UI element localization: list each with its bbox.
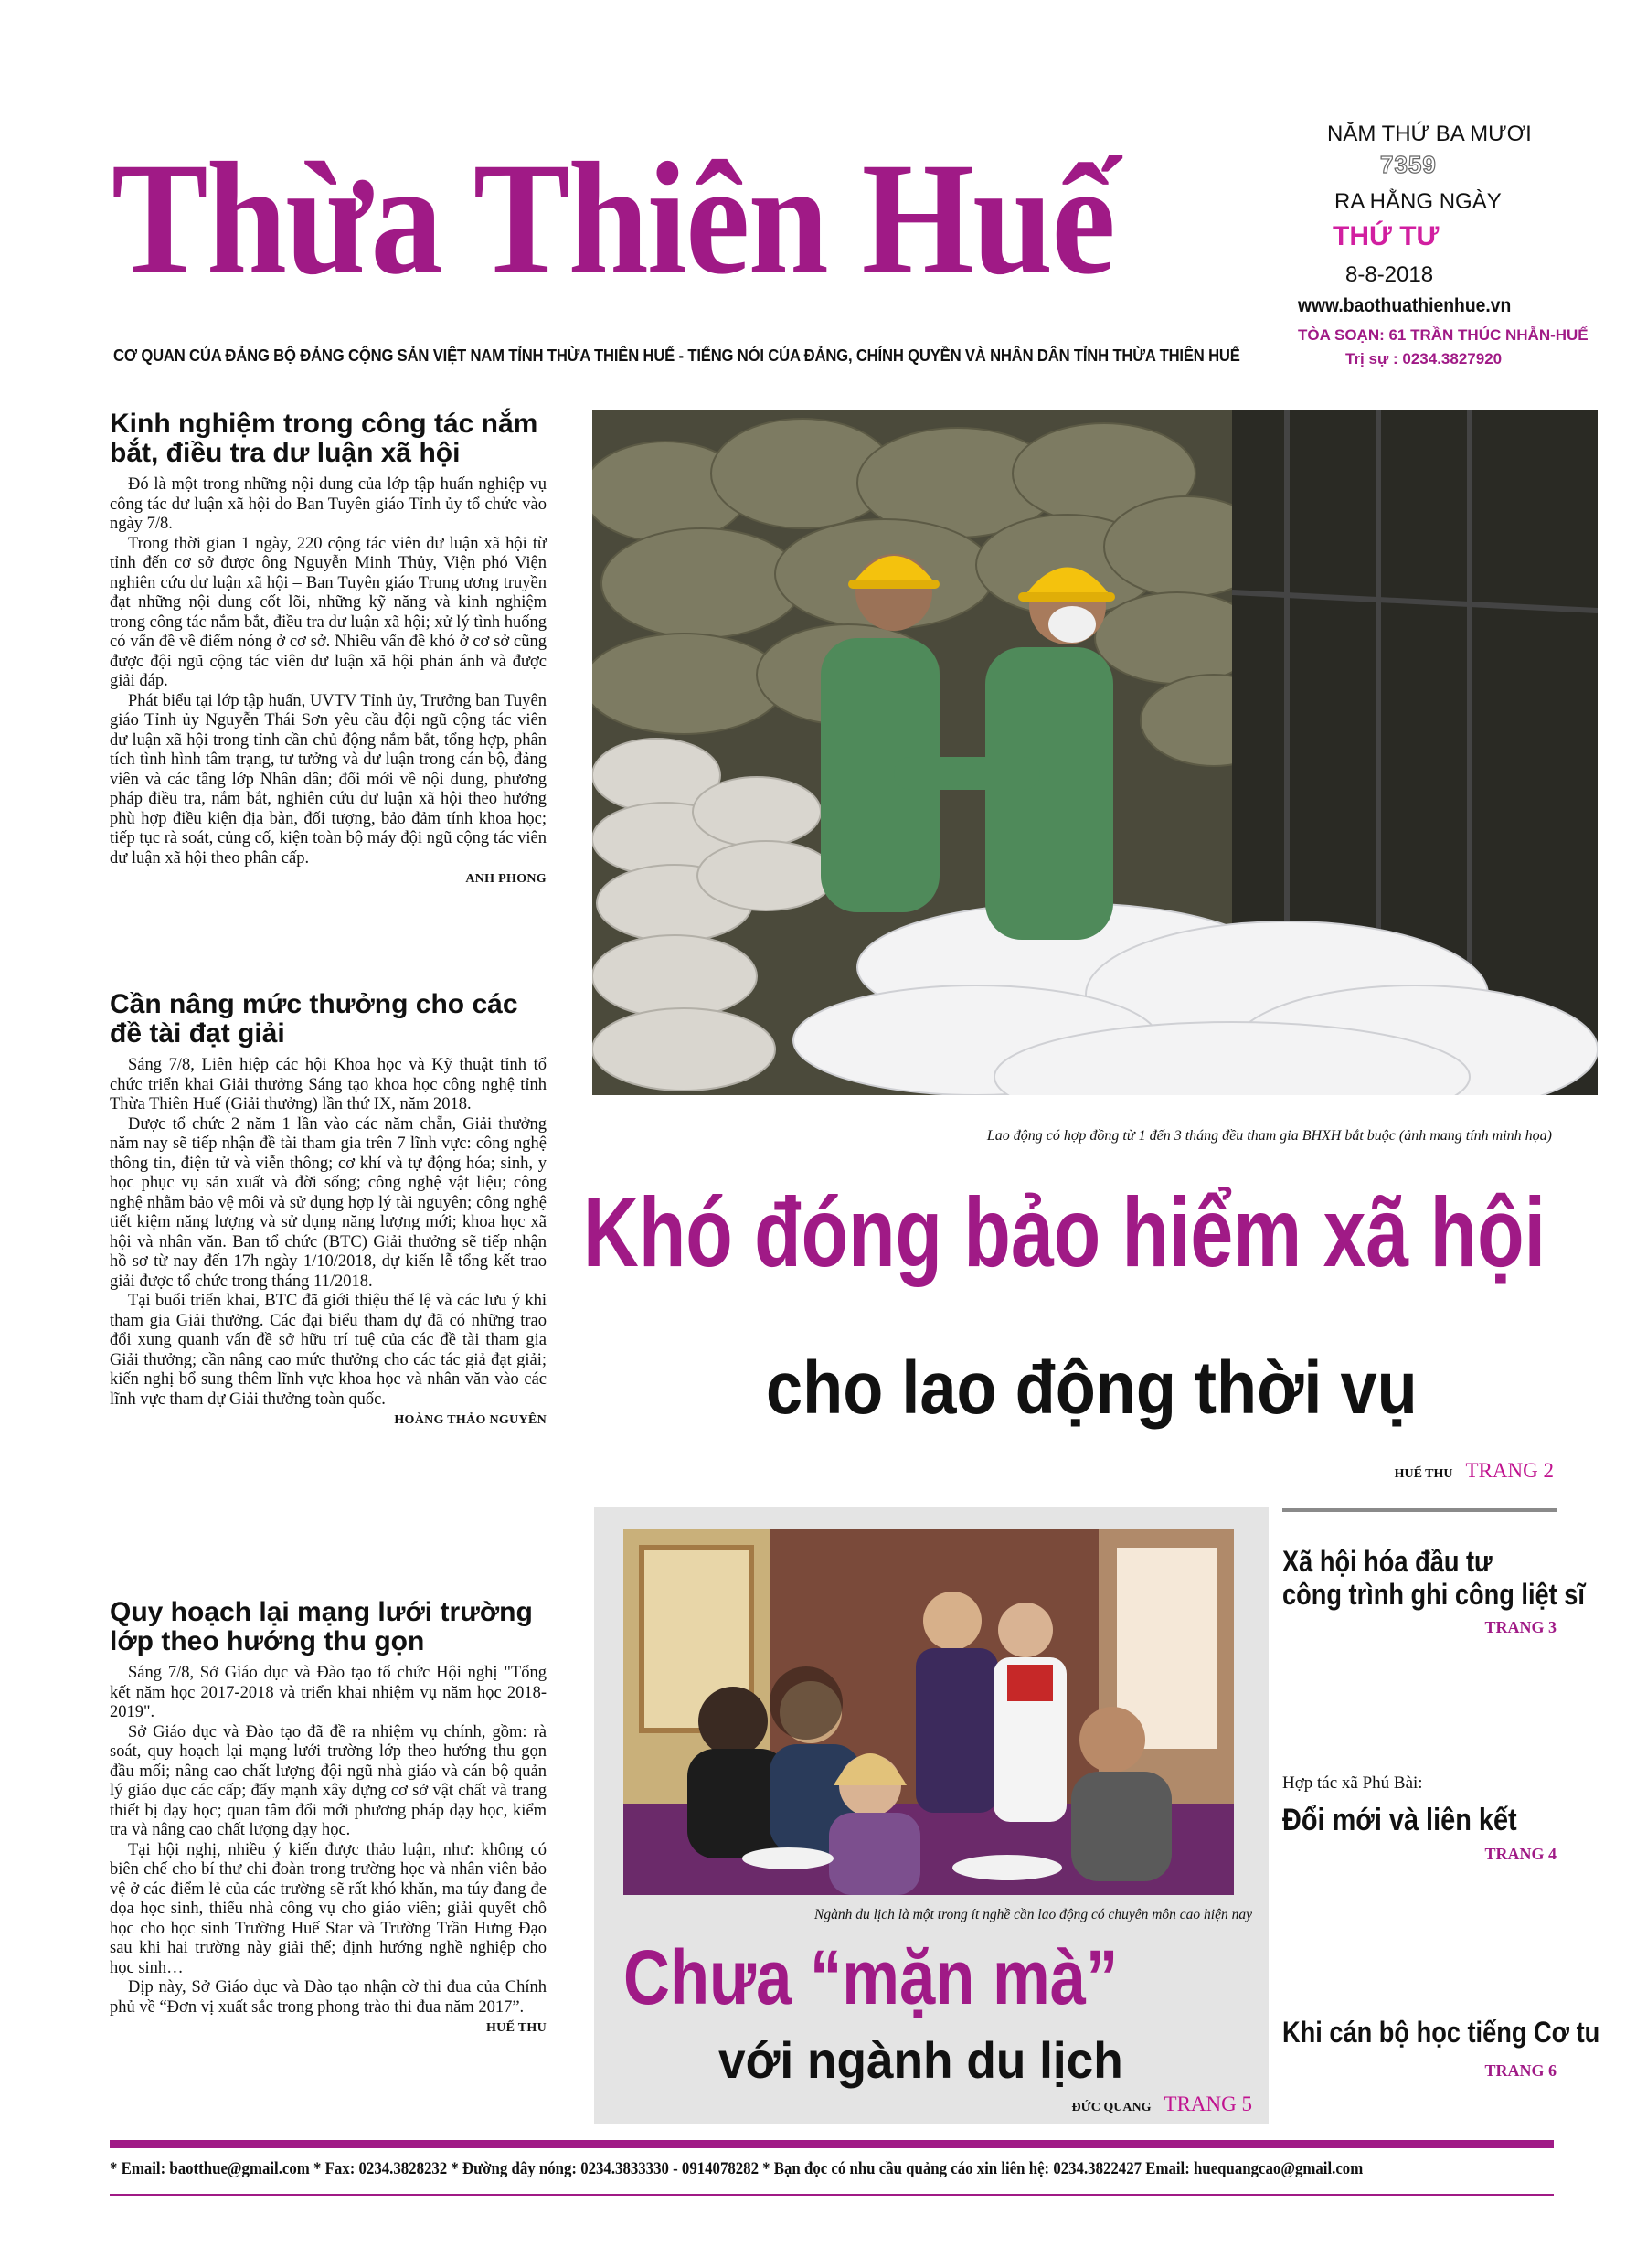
lead-byline-row (1188, 1459, 1554, 1483)
paragraph: Sáng 7/8, Liên hiệp các hội Khoa học và Kỹ thuật tỉnh tổ chức triển khai Giải thưởng Sáng tạo khoa học công nghệ tỉnh Thừa Thiên Huế (Giải thưởng) lần thứ IX, năm 2018. (110, 1056, 547, 1113)
article-2-byline: HOÀNG THẢO NGUYÊN (394, 1413, 547, 1427)
teaser-2-kicker: Hợp tác xã Phú Bài: (1282, 1773, 1423, 1793)
lead-headline-2[interactable]: cho lao động thời vụ (766, 1347, 1418, 1430)
weekday: THỨ TƯ (1333, 221, 1440, 251)
warehouse-scene-illustration (592, 410, 1598, 1095)
tourism-byline: ĐỨC QUANG (1071, 2101, 1152, 2114)
restaurant-scene-illustration (623, 1529, 1234, 1895)
admin-phone: Trị sự : 0234.3827920 (1345, 350, 1503, 367)
article-1-body (110, 475, 547, 868)
teaser-2-page-ref: TRANG 4 (1484, 1845, 1557, 1863)
lead-headline-1[interactable]: Khó đóng bảo hiểm xã hội (583, 1177, 1546, 1287)
issue-info-box (1298, 114, 1590, 379)
teaser-3-page-ref: TRANG 6 (1484, 2061, 1557, 2080)
teaser-1-page-ref: TRANG 3 (1484, 1618, 1557, 1636)
office-address: TÒA SOẠN: 61 TRẦN THÚC NHẪN-HUẾ (1298, 326, 1589, 344)
article-1-headline[interactable]: Kinh nghiệm trong công tác nắm bắt, điều tra dư luận xã hội (110, 409, 538, 468)
masthead-subtitle: CƠ QUAN CỦA ĐẢNG BỘ ĐẢNG CỘNG SẢN VIỆT NAM TỈNH THỪA THIÊN HUẾ - TIẾNG NÓI CỦA ĐẢNG, CHÍNH QUYỀN VÀ NHÂN DÂN TỈNH THỪA THIÊN HUẾ (113, 346, 1240, 365)
right-rule (1282, 1508, 1557, 1512)
teaser-1-title-1: Xã hội hóa đầu tư (1282, 1545, 1493, 1578)
article-2-headline[interactable]: Cần nâng mức thưởng cho các đề tài đạt giải (110, 989, 518, 1049)
issue-date: 8-8-2018 (1345, 262, 1434, 287)
teaser-1[interactable] (1282, 1545, 1585, 1637)
lead-page-ref[interactable]: TRANG 2 (1465, 1459, 1554, 1482)
tourism-headline-2[interactable]: với ngành du lịch (718, 2031, 1123, 2089)
frequency: RA HẰNG NGÀY (1334, 189, 1502, 214)
teaser-3[interactable] (1282, 2016, 1600, 2081)
tourism-page-ref[interactable]: TRANG 5 (1164, 2092, 1252, 2115)
paragraph: Được tổ chức 2 năm 1 lần vào các năm chẵn, Giải thưởng năm nay sẽ tiếp nhận đề tài tham gia trên 7 lĩnh vực: công nghệ thông tin, điện tử và viễn thông; cơ khí và tự động hóa; sinh, y học phục vụ sản xuất và đời sống; công nghệ vật liệu; công nghệ nhằm bảo vệ môi và sử dụng hợp lý tài nguyên; công nghệ tiết kiệm năng lượng và sử dụng năng lượng mới; khoa học xã hội và nhân văn. Ban tổ chức (BTC) Giải thưởng sẽ tiếp nhận hồ sơ từ nay đến 17h ngày 1/10/2018, dự kiến lễ tổng kết trao giải được tổ chức trong tháng 11/2018. (110, 1114, 547, 1291)
article-2-body (110, 1056, 547, 1410)
website[interactable]: www.baothuathienhue.vn (1298, 295, 1512, 316)
tourism-photo (623, 1529, 1234, 1895)
teaser-2[interactable] (1282, 1773, 1557, 1864)
paragraph: Trong thời gian 1 ngày, 220 cộng tác viên dư luận xã hội từ tỉnh đến cơ sở được ông Nguyễn Minh Thủy, Viện phó Viện nghiên cứu dư luận xã hội – Ban Tuyên giáo Trung ương truyền đạt những nội dung cốt lõi, những kỹ năng và kinh nghiệm trong công tác nắm bắt, điều tra dư luận xã hội; xử lý tình huống có vấn đề về điểm nóng ở cơ sở. Nhiều vấn đề khó ở cơ sở cũng được đội ngũ cộng tác viên dư luận xã hội phản ánh và được giải đáp. (110, 534, 547, 690)
paragraph: Dịp này, Sở Giáo dục và Đào tạo nhận cờ thi đua của Chính phủ về “Đơn vị xuất sắc trong phong trào thi đua năm 2017”. (110, 1978, 547, 2017)
article-3-body (110, 1664, 547, 2018)
paragraph: Tại buổi triển khai, BTC đã giới thiệu thể lệ và các lưu ý khi tham gia Giải thưởng. Các đại biểu tham dự đã có những trao đổi xung quanh vấn đề sở hữu trí tuệ của các đề tài tham gia Giải thưởng; cần nâng cao mức thưởng cho các tác giả đạt giải; kiến nghị bổ sung thêm lĩnh vực khoa học và nhân văn vào các lĩnh vực tham dự Giải thưởng toàn quốc. (110, 1292, 547, 1409)
article-1-byline: ANH PHONG (465, 872, 547, 886)
paragraph: Đó là một trong những nội dung của lớp tập huấn nghiệp vụ công tác dư luận xã hội do Ban Tuyên giáo Tỉnh ủy tổ chức vào ngày 7/8. (110, 475, 547, 533)
lead-byline: HUẾ THU (1394, 1467, 1453, 1481)
year-label: NĂM THỨ BA MƯƠI (1327, 122, 1532, 146)
article-3-headline[interactable]: Quy hoạch lại mạng lưới trường lớp theo hướng thu gọn (110, 1597, 533, 1656)
article-3-byline: HUẾ THU (485, 2021, 547, 2035)
paragraph: Phát biểu tại lớp tập huấn, UVTV Tỉnh ủy, Trưởng ban Tuyên giáo Tỉnh ủy Nguyễn Thái Sơn yêu cầu đội ngũ cộng tác viên dư luận xã hội trong tỉnh cần chủ động nắm bắt, tổng hợp, phân tích tình hình tâm trạng, tư tưởng và dư luận trong cán bộ, đảng viên và các tầng lớp Nhân dân; đổi mới về nội dung, phương pháp điều tra, nắm bắt, nghiên cứu dư luận xã hội theo hướng phù hợp điều kiện địa bàn, đối tượng, bảo đảm tính khoa học; tiếp tục rà soát, củng cố, kiện toàn bộ máy đội ngũ cộng tác viên dư luận xã hội theo phân cấp. (110, 691, 547, 868)
tourism-headline-1[interactable]: Chưa “mặn mà” (623, 1934, 1119, 2020)
footer-rule (110, 2140, 1554, 2148)
teaser-1-title-2: công trình ghi công liệt sĩ (1282, 1578, 1585, 1611)
tourism-photo-caption: Ngành du lịch là một trong ít nghề cần lao động có chuyên môn cao hiện nay (814, 1907, 1252, 1922)
masthead-title: Thừa Thiên Huế (112, 130, 1114, 308)
lead-photo-caption: Lao động có hợp đồng từ 1 đến 3 tháng đều tham gia BHXH bắt buộc (ảnh mang tính minh họa) (986, 1128, 1552, 1144)
paragraph: Sáng 7/8, Sở Giáo dục và Đào tạo tổ chức Hội nghị "Tổng kết năm học 2017-2018 và triển khai nhiệm vụ năm học 2018-2019". (110, 1664, 547, 1721)
teaser-2-title-1: Đổi mới và liên kết (1282, 1803, 1517, 1837)
article-2 (110, 990, 547, 1428)
teaser-3-title-1: Khi cán bộ học tiếng Cơ tu (1282, 2016, 1600, 2049)
article-1 (110, 410, 547, 887)
lead-photo (592, 410, 1598, 1095)
tourism-byline-row (914, 2092, 1252, 2116)
footer-bottom-rule (110, 2194, 1554, 2196)
article-3 (110, 1598, 547, 2036)
footer-contact: * Email: baotthue@gmail.com * Fax: 0234.3828232 * Đường dây nóng: 0234.3833330 - 0914078282 * Bạn đọc có nhu cầu quảng cáo xin liên hệ: 0234.3822427 Email: huequangcao@gmail.com (110, 2159, 1364, 2178)
issue-number: 7359 (1380, 151, 1437, 178)
paragraph: Sở Giáo dục và Đào tạo đã đề ra nhiệm vụ chính, gồm: rà soát, quy hoạch lại mạng lưới trường lớp theo hướng thu gọn đầu mối; nâng cao chất lượng đội ngũ nhà giáo và cán bộ quản lý giáo dục các cấp; đẩy mạnh xây dựng cơ sở vật chất và trang thiết bị dạy học; quan tâm đổi mới phương pháp dạy học, kiểm tra và nâng cao chất lượng dạy học. (110, 1722, 547, 1839)
paragraph: Tại hội nghị, nhiều ý kiến được thảo luận, như: không có biên chế cho bí thư chi đoàn trong trường học và nhân viên bảo vệ ở các điểm lẻ của các trường sẽ rất khó khăn, ma túy đang đe dọa học sinh, thiếu nhà công vụ cho giáo viên; giải quyết chỗ học cho học sinh Trường Huế Star và Trường Trần Hưng Đạo sau khi hai trường này giải thể; định hướng nghề nghiệp cho học sinh… (110, 1840, 547, 1977)
